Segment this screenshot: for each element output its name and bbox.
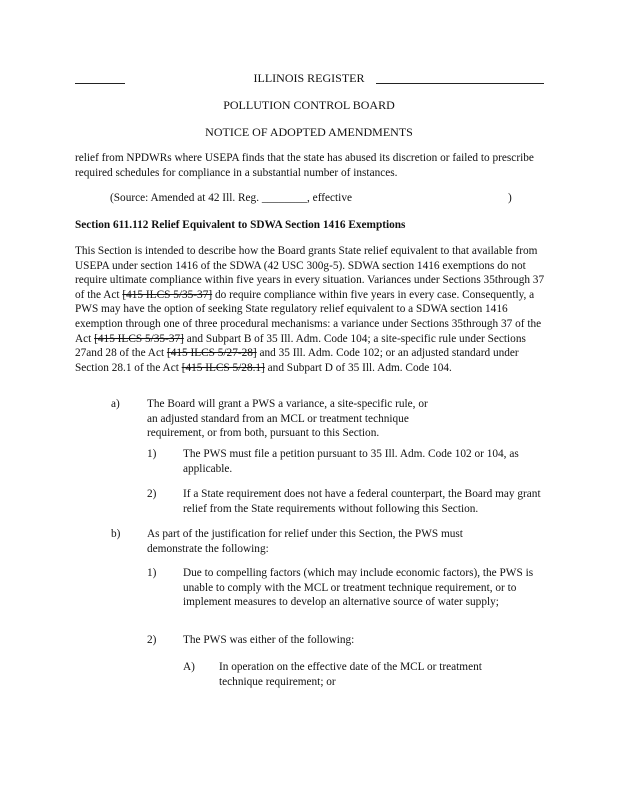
item-b2-text: The PWS was either of the following: bbox=[183, 634, 355, 646]
item-a2-text: If a State requirement does not have a federal counterpart, the Board may grant relief from the State requirements without following this Section. bbox=[183, 488, 541, 515]
deleted-citation: [415 ILCS 5/27-28] bbox=[166, 347, 257, 360]
board-title: POLLUTION CONTROL BOARD bbox=[223, 98, 395, 112]
item-b2A-text: In operation on the effective date of the MCL or treatment technique requirement; or bbox=[219, 661, 482, 688]
deleted-citation: [415 ILCS 5/28.1] bbox=[181, 361, 265, 374]
intro-text-4: and 35 Ill. Adm. Code 102; or an adjusted standard under Section 28.1 of the Act bbox=[75, 347, 519, 374]
item-b1-label: 1) bbox=[147, 567, 157, 579]
item-a2-label: 2) bbox=[147, 488, 157, 500]
item-b1-text: Due to compelling factors (which may include economic factors), the PWS is unable to comply with the MCL or treatment technique requirement, or to implement measures to develop an alternative source of water supply; bbox=[183, 567, 534, 609]
item-b2A-label: A) bbox=[183, 661, 195, 673]
item-b2-label: 2) bbox=[147, 634, 157, 646]
deleted-citation: [415 ILCS 5/35-37] bbox=[94, 332, 184, 345]
intro-text-1: This Section is intended to describe how the Board grants State relief equivalent to that available from USEPA under section 1416 of the SDWA (42 USC 300g-5). SDWA section 1416 exemptions do not require ultimate compliance within five years in every situation. Variances under Sections 35through 37 of the Act bbox=[75, 245, 545, 301]
source-close-paren: ) bbox=[508, 192, 512, 204]
intro-text-2: do require compliance within five years in every case. Consequently, a PWS may have the option of seeking State regulatory relief equivalent to a SDWA section 1416 exemption through one of three procedural mechanisms: a variance under Sections 35through 37 of the Act bbox=[75, 288, 542, 345]
intro-text-5: and Subpart D of 35 Ill. Adm. Code 104. bbox=[264, 361, 452, 374]
deleted-citation: [415 ILCS 5/35-37] bbox=[122, 288, 213, 301]
register-title: ILLINOIS REGISTER bbox=[253, 71, 365, 85]
source-note: (Source: Amended at 42 Ill. Reg. ________, effective bbox=[110, 192, 352, 204]
item-a-text: The Board will grant a PWS a variance, a site-specific rule, or an adjusted standard from an MCL or treatment technique requirement, or from both, pursuant to this Section. bbox=[147, 398, 428, 440]
item-a1-text: The PWS must file a petition pursuant to 35 Ill. Adm. Code 102 or 104, as applicable. bbox=[183, 448, 519, 475]
section-heading: Section 611.112 Relief Equivalent to SDWA Section 1416 Exemptions bbox=[75, 219, 406, 231]
item-a1-label: 1) bbox=[147, 448, 157, 460]
continuation-paragraph: relief from NPDWRs where USEPA finds that the state has abused its discretion or failed to prescribe required schedules for compliance in a substantial number of instances. bbox=[75, 152, 534, 179]
item-a-label: a) bbox=[111, 398, 120, 410]
intro-paragraph bbox=[75, 244, 547, 375]
item-b-text: As part of the justification for relief under this Section, the PWS must demonstrate the following: bbox=[147, 528, 463, 555]
notice-title: NOTICE OF ADOPTED AMENDMENTS bbox=[205, 125, 413, 139]
intro-text-3: and Subpart B of 35 Ill. Adm. Code 104; a site-specific rule under Sections 27and 28 of the Act bbox=[75, 332, 526, 360]
item-b-label: b) bbox=[111, 528, 121, 540]
